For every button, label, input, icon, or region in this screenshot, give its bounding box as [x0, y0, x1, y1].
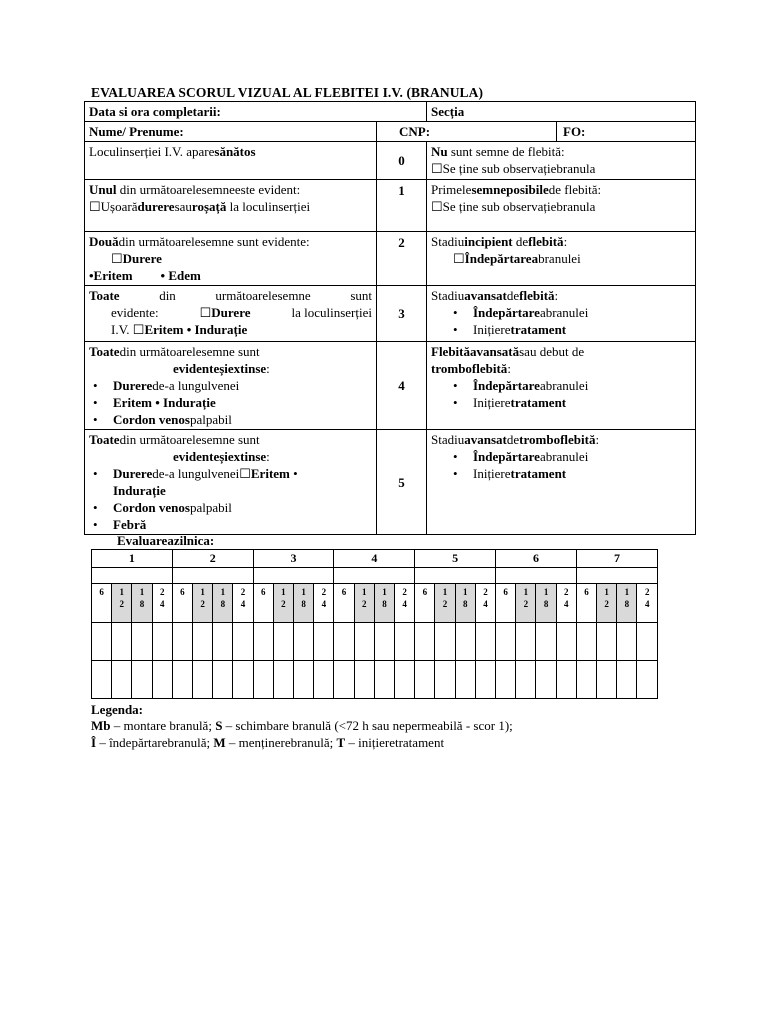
day-blank-cell[interactable] — [576, 568, 657, 584]
score-5-action: Stadiuavansatdetromboflebită: • Îndepărtareabranulei • Inițieretratament — [427, 430, 696, 535]
score-row-2 — [85, 232, 696, 286]
hour-header: 6 — [253, 584, 273, 623]
score-4-value: 4 — [377, 342, 427, 430]
score-0-signs: Loculinserției I.V. aparesănătos — [85, 142, 377, 180]
entry-cell[interactable] — [475, 623, 495, 661]
entry-cell[interactable] — [597, 623, 617, 661]
day-header: 1 — [92, 550, 173, 568]
cnp-field[interactable]: CNP: — [377, 122, 557, 142]
entry-cell[interactable] — [112, 661, 132, 699]
score-1-signs: Unul din următoarelesemneeste evident: ☐Ușoarădureresauroșață la loculinserției — [85, 180, 377, 232]
entry-cell[interactable] — [253, 623, 273, 661]
entry-cell[interactable] — [556, 661, 576, 699]
daily-evaluation-label: Evaluareazilnica: — [117, 533, 215, 548]
hour-header: 1 2 — [597, 584, 617, 623]
entry-cell[interactable] — [193, 661, 213, 699]
entry-cell[interactable] — [92, 623, 112, 661]
entry-cell[interactable] — [92, 661, 112, 699]
score-3-signs: Toate din următoarelesemne sunt evidente: ☐Durere la loculinserției I.V. ☐Eritem • Indurație — [85, 286, 377, 342]
score-1-action: Primelesemneposibilede flebită: ☐Se ține sub observațiebranula — [427, 180, 696, 232]
entry-cell[interactable] — [213, 623, 233, 661]
hour-header: 2 4 — [395, 584, 415, 623]
checkbox-icon: ☐ — [199, 305, 212, 320]
entry-cell[interactable] — [193, 623, 213, 661]
score-3-value: 3 — [377, 286, 427, 342]
name-field[interactable]: Nume/ Prenume: — [85, 122, 377, 142]
checkbox-icon: ☐ — [132, 322, 145, 337]
legend-title: Legenda: — [91, 702, 143, 717]
checkbox-icon: ☐ — [431, 199, 443, 214]
hour-header: 6 — [92, 584, 112, 623]
day-header: 6 — [496, 550, 577, 568]
day-blank-cell[interactable] — [253, 568, 334, 584]
entry-cell[interactable] — [496, 661, 516, 699]
checkbox-icon: ☐ — [453, 251, 465, 266]
daily-evaluation-grid — [91, 549, 658, 699]
entry-cell[interactable] — [435, 661, 455, 699]
entry-cell[interactable] — [516, 623, 536, 661]
day-blank-cell[interactable] — [496, 568, 577, 584]
entry-cell[interactable] — [597, 661, 617, 699]
hour-header: 1 8 — [132, 584, 152, 623]
hour-header: 6 — [496, 584, 516, 623]
entry-cell[interactable] — [455, 623, 475, 661]
entry-cell[interactable] — [576, 661, 596, 699]
form-title: EVALUAREA SCORUL VIZUAL AL FLEBITEI I.V. (BRANULA) — [91, 85, 484, 100]
entry-cell[interactable] — [395, 661, 415, 699]
entry-cell[interactable] — [273, 661, 293, 699]
entry-cell[interactable] — [637, 661, 658, 699]
hour-header: 1 2 — [273, 584, 293, 623]
fo-field[interactable]: FO: — [557, 122, 696, 142]
score-0-action: Nu sunt semne de flebită: ☐Se ține sub observațiebranula — [427, 142, 696, 180]
score-row-3 — [85, 286, 696, 342]
day-blank-cell[interactable] — [334, 568, 415, 584]
entry-cell[interactable] — [617, 661, 637, 699]
hour-header: 1 2 — [112, 584, 132, 623]
day-header: 4 — [334, 550, 415, 568]
hour-header: 1 8 — [213, 584, 233, 623]
entry-cell[interactable] — [516, 661, 536, 699]
hour-header: 1 8 — [294, 584, 314, 623]
date-field[interactable]: Data si ora completarii: — [85, 102, 427, 122]
day-blank-cell[interactable] — [92, 568, 173, 584]
hour-header: 2 4 — [475, 584, 495, 623]
entry-cell[interactable] — [354, 623, 374, 661]
entry-cell[interactable] — [132, 623, 152, 661]
legend-line-2: Î – îndepărtarebranulă; M – menținerebranulă; T – inițieretratament — [91, 735, 445, 750]
hour-header: 2 4 — [556, 584, 576, 623]
entry-cell[interactable] — [314, 661, 334, 699]
entry-cell[interactable] — [496, 623, 516, 661]
hour-header: 1 8 — [617, 584, 637, 623]
entry-cell[interactable] — [273, 623, 293, 661]
entry-cell[interactable] — [334, 661, 354, 699]
hour-header: 1 2 — [516, 584, 536, 623]
section-field[interactable]: Secția — [427, 102, 696, 122]
score-row-4 — [85, 342, 696, 430]
score-2-action: Stadiuincipient deflebită: ☐Îndepărtareabranulei — [427, 232, 696, 286]
entry-cell[interactable] — [354, 661, 374, 699]
hour-header: 1 2 — [435, 584, 455, 623]
hour-header: 1 8 — [536, 584, 556, 623]
blank-row — [92, 568, 658, 584]
entry-cell[interactable] — [374, 623, 394, 661]
entry-cell[interactable] — [233, 623, 253, 661]
day-blank-cell[interactable] — [172, 568, 253, 584]
entry-cell[interactable] — [132, 661, 152, 699]
hour-header: 6 — [576, 584, 596, 623]
score-3-action: Stadiuavansatdeflebită: • Îndepărtareabranulei • Inițieretratament — [427, 286, 696, 342]
entry-cell[interactable] — [475, 661, 495, 699]
entry-cell[interactable] — [415, 623, 435, 661]
day-blank-cell[interactable] — [415, 568, 496, 584]
day-header: 5 — [415, 550, 496, 568]
day-header: 3 — [253, 550, 334, 568]
entry-cell[interactable] — [294, 623, 314, 661]
score-2-signs: Douădin următoarelesemne sunt evidente: ☐Durere •Eritem • Edem — [85, 232, 377, 286]
entry-cell[interactable] — [637, 623, 658, 661]
entry-cell[interactable] — [152, 661, 172, 699]
hour-header: 1 2 — [354, 584, 374, 623]
hour-header: 2 4 — [637, 584, 658, 623]
entry-cell[interactable] — [314, 623, 334, 661]
hour-header: 2 4 — [233, 584, 253, 623]
day-header: 7 — [576, 550, 657, 568]
entry-cell[interactable] — [617, 623, 637, 661]
entry-cell[interactable] — [253, 661, 273, 699]
score-4-signs: Toatedin următoarelesemne sunt evidenteșiextinse: • Durerede-a lungulvenei • Eritem • Indurație • Cordon venospalpabil — [85, 342, 377, 430]
checkbox-icon: ☐ — [431, 161, 443, 176]
phlebitis-score-table — [84, 101, 696, 535]
day-header: 2 — [172, 550, 253, 568]
hour-header: 2 4 — [152, 584, 172, 623]
entry-cell[interactable] — [294, 661, 314, 699]
entry-cell[interactable] — [152, 623, 172, 661]
entry-cell[interactable] — [233, 661, 253, 699]
hour-header: 6 — [172, 584, 192, 623]
hours-row — [92, 584, 658, 623]
days-row — [92, 550, 658, 568]
checkbox-icon: ☐ — [239, 466, 251, 481]
score-5-signs: Toatedin următoarelesemne sunt evidenteșiextinse: • Durerede-a lungulvenei☐Eritem • Indurație • Cordon venospalpabil • Febră — [85, 430, 377, 535]
entry-cell[interactable] — [455, 661, 475, 699]
entry-cell[interactable] — [172, 623, 192, 661]
entry-cell[interactable] — [576, 623, 596, 661]
entry-cell[interactable] — [395, 623, 415, 661]
hour-header: 6 — [415, 584, 435, 623]
entry-row — [92, 661, 658, 699]
date-row — [85, 102, 696, 122]
score-4-action: Flebităavansatăsau debut de tromboflebită: • Îndepărtareabranulei • Inițieretratament — [427, 342, 696, 430]
score-row-0 — [85, 142, 696, 180]
entry-cell[interactable] — [334, 623, 354, 661]
score-row-1 — [85, 180, 696, 232]
score-0-value: 0 — [377, 142, 427, 180]
entry-row — [92, 623, 658, 661]
hour-header: 2 4 — [314, 584, 334, 623]
name-row — [85, 122, 696, 142]
score-5-value: 5 — [377, 430, 427, 535]
entry-cell[interactable] — [112, 623, 132, 661]
score-1-value: 1 — [377, 180, 427, 232]
checkbox-icon: ☐ — [89, 199, 101, 214]
entry-cell[interactable] — [435, 623, 455, 661]
hour-header: 1 8 — [374, 584, 394, 623]
score-2-value: 2 — [377, 232, 427, 286]
entry-cell[interactable] — [374, 661, 394, 699]
entry-cell[interactable] — [213, 661, 233, 699]
legend-line-1: Mb – montare branulă; S – schimbare branulă (<72 h sau nepermeabilă - scor 1); — [91, 718, 513, 733]
hour-header: 1 2 — [193, 584, 213, 623]
hour-header: 1 8 — [455, 584, 475, 623]
score-row-5 — [85, 430, 696, 535]
entry-cell[interactable] — [415, 661, 435, 699]
entry-cell[interactable] — [556, 623, 576, 661]
checkbox-icon: ☐ — [111, 251, 123, 266]
hour-header: 6 — [334, 584, 354, 623]
entry-cell[interactable] — [536, 623, 556, 661]
entry-cell[interactable] — [172, 661, 192, 699]
entry-cell[interactable] — [536, 661, 556, 699]
